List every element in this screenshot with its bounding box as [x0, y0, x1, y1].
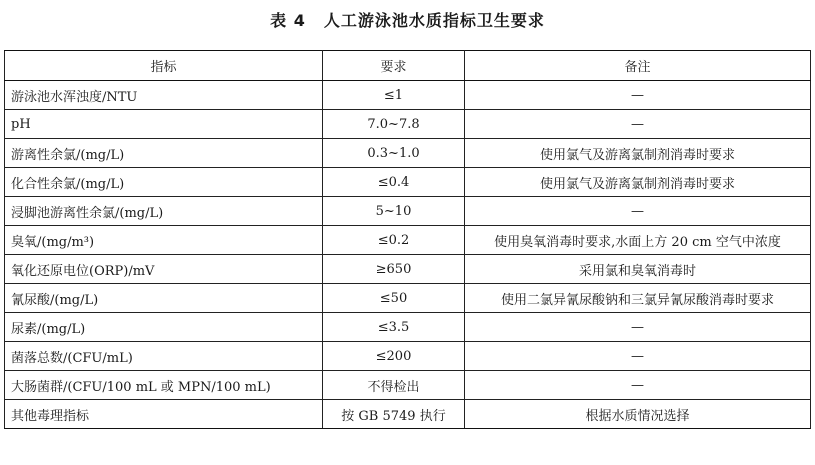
- note-cell: 采用氯和臭氧消毒时: [465, 255, 811, 284]
- indicator-cell: pH: [5, 110, 323, 139]
- table-row: [5, 342, 811, 371]
- table-row: [5, 139, 811, 168]
- requirement-cell: 5~10: [323, 197, 465, 226]
- header-indicator: 指标: [5, 51, 323, 81]
- indicator-cell: 其他毒理指标: [5, 400, 323, 429]
- note-cell: 根据水质情况选择: [465, 400, 811, 429]
- note-cell: 使用氯气及游离氯制剂消毒时要求: [465, 168, 811, 197]
- note-cell: 使用二氯异氰尿酸钠和三氯异氰尿酸消毒时要求: [465, 284, 811, 313]
- table-title: 人工游泳池水质指标卫生要求: [323, 11, 545, 30]
- note-cell: —: [465, 342, 811, 371]
- indicator-cell: 浸脚池游离性余氯/(mg/L): [5, 197, 323, 226]
- note-cell: —: [465, 197, 811, 226]
- indicator-cell: 游离性余氯/(mg/L): [5, 139, 323, 168]
- table-row: [5, 255, 811, 284]
- requirement-cell: ≤0.4: [323, 168, 465, 197]
- requirement-cell: ≤200: [323, 342, 465, 371]
- table-number: 表 4: [270, 11, 306, 30]
- table-row: [5, 371, 811, 400]
- indicator-cell: 化合性余氯/(mg/L): [5, 168, 323, 197]
- requirement-cell: 7.0~7.8: [323, 110, 465, 139]
- note-cell: —: [465, 371, 811, 400]
- table-row: [5, 284, 811, 313]
- indicator-cell: 大肠菌群/(CFU/100 mL 或 MPN/100 mL): [5, 371, 323, 400]
- table-row: [5, 400, 811, 429]
- note-cell: —: [465, 81, 811, 110]
- requirement-cell: ≤0.2: [323, 226, 465, 255]
- indicator-cell: 臭氧/(mg/m³): [5, 226, 323, 255]
- header-requirement: 要求: [323, 51, 465, 81]
- indicator-cell: 尿素/(mg/L): [5, 313, 323, 342]
- table-row: [5, 226, 811, 255]
- requirement-cell: ≥650: [323, 255, 465, 284]
- requirement-cell: ≤50: [323, 284, 465, 313]
- requirement-cell: ≤1: [323, 81, 465, 110]
- requirement-cell: ≤3.5: [323, 313, 465, 342]
- table-row: [5, 81, 811, 110]
- table-row: [5, 110, 811, 139]
- table-caption: [0, 8, 815, 31]
- indicator-cell: 菌落总数/(CFU/mL): [5, 342, 323, 371]
- note-cell: 使用臭氧消毒时要求,水面上方 20 cm 空气中浓度: [465, 226, 811, 255]
- table-row: [5, 313, 811, 342]
- requirement-cell: 不得检出: [323, 371, 465, 400]
- indicator-cell: 氧化还原电位(ORP)/mV: [5, 255, 323, 284]
- requirement-cell: 0.3~1.0: [323, 139, 465, 168]
- water-quality-table: [4, 50, 811, 429]
- note-cell: 使用氯气及游离氯制剂消毒时要求: [465, 139, 811, 168]
- table-row: [5, 168, 811, 197]
- header-note: 备注: [465, 51, 811, 81]
- table-header-row: [5, 51, 811, 81]
- requirement-cell: 按 GB 5749 执行: [323, 400, 465, 429]
- indicator-cell: 氰尿酸/(mg/L): [5, 284, 323, 313]
- note-cell: —: [465, 313, 811, 342]
- indicator-cell: 游泳池水浑浊度/NTU: [5, 81, 323, 110]
- table-row: [5, 197, 811, 226]
- note-cell: —: [465, 110, 811, 139]
